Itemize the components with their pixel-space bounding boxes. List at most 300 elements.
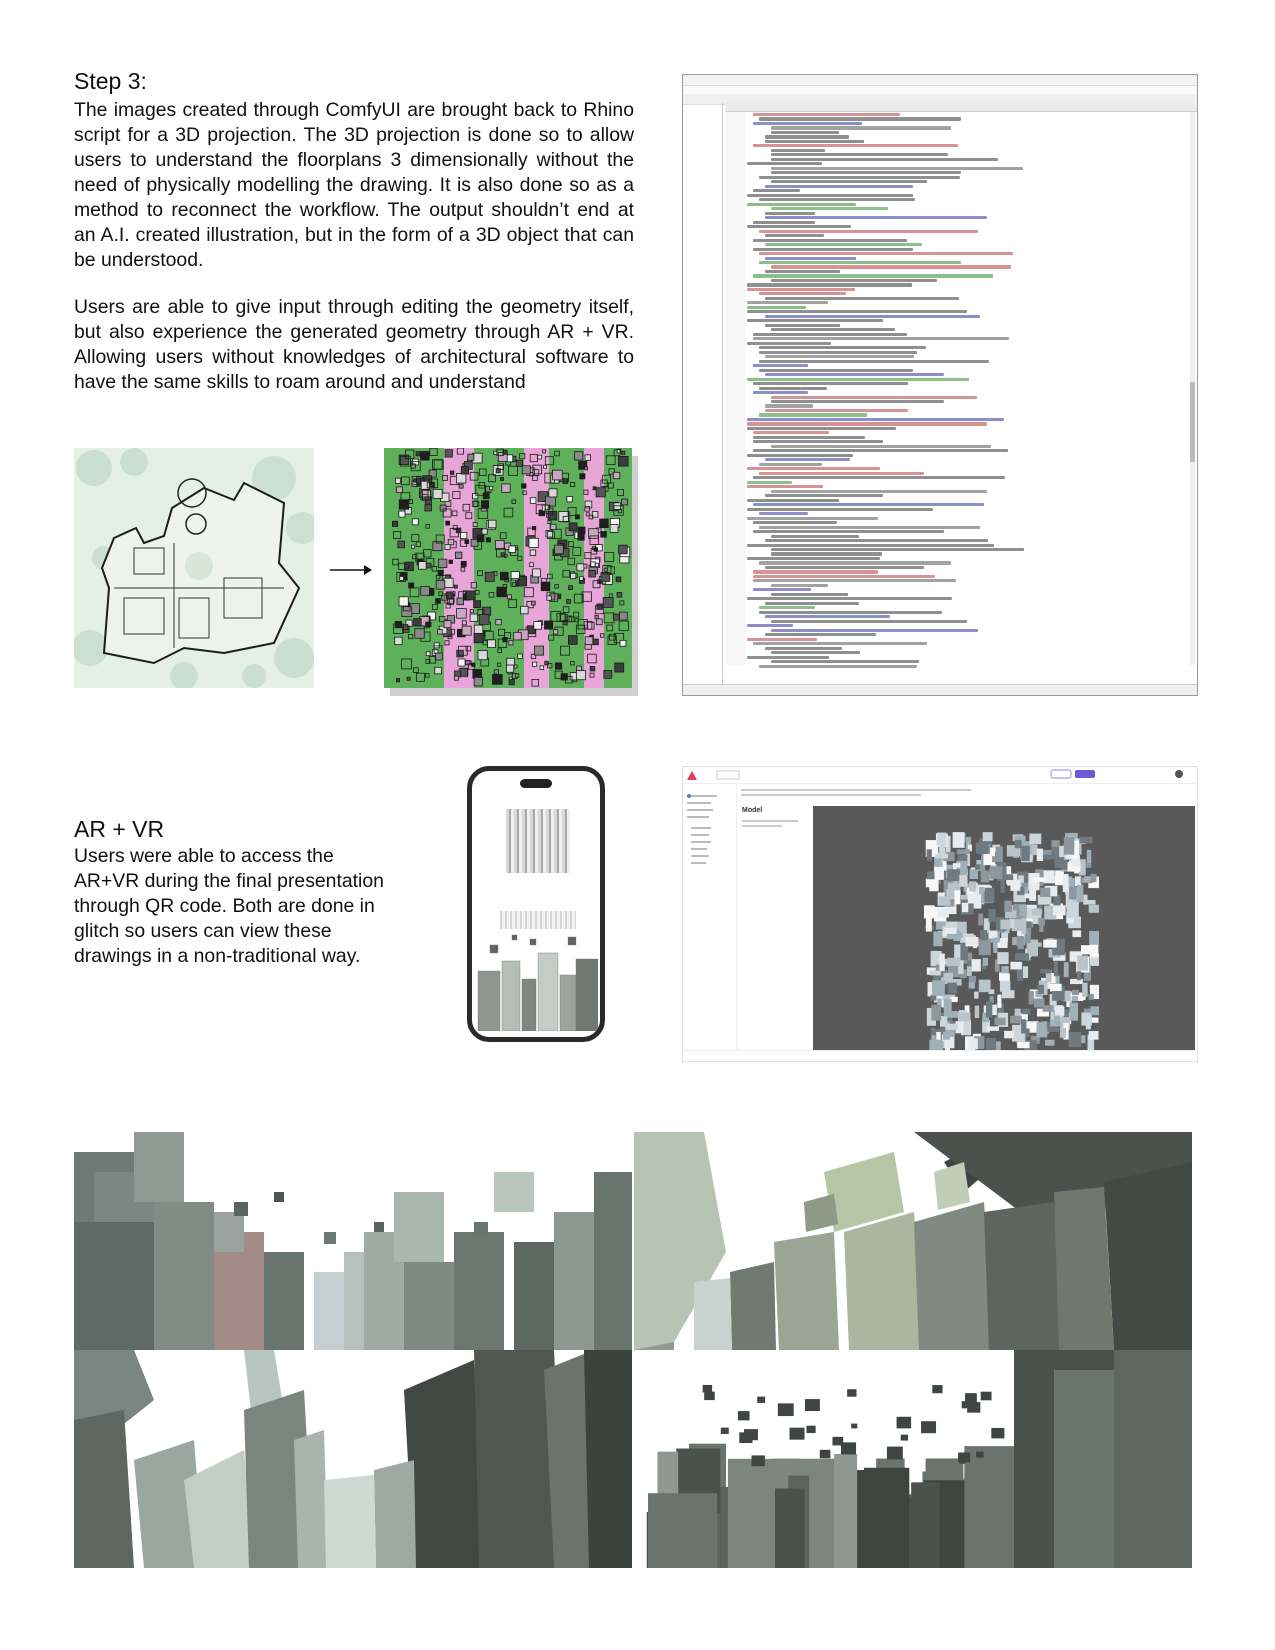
editor-file-tree (683, 103, 723, 687)
floating-block (851, 1424, 857, 1429)
heightmap-cell (522, 484, 526, 488)
heightmap-cell (413, 555, 417, 559)
code-line (759, 463, 822, 466)
glitch-preview-panel (738, 803, 810, 1051)
model-block (1070, 979, 1083, 984)
heightmap-cell (570, 573, 575, 578)
model-block (1000, 920, 1010, 930)
heightmap-cell (605, 552, 614, 561)
model-block (1015, 953, 1029, 960)
model-block (969, 982, 975, 989)
code-line (771, 396, 977, 399)
city-block (864, 1468, 909, 1568)
heightmap-cell (492, 675, 502, 685)
code-line (747, 301, 828, 304)
code-line (765, 404, 813, 407)
heightmap-cell (534, 622, 542, 630)
city-block (834, 1454, 857, 1568)
code-line (747, 203, 856, 206)
model-block (974, 992, 979, 999)
model-block (994, 1018, 1005, 1026)
model-block (924, 905, 935, 918)
model-block (1055, 1006, 1065, 1015)
model-block (953, 832, 965, 848)
model-block (1033, 877, 1046, 882)
code-line (747, 319, 883, 322)
heightmap-cell (530, 498, 536, 504)
city-block (1114, 1350, 1192, 1568)
model-block (932, 1035, 936, 1050)
code-line (759, 292, 846, 295)
heightmap-cell (406, 620, 412, 626)
city-block (648, 1493, 717, 1568)
heightmap-cell (395, 637, 402, 644)
heightmap-cell (446, 592, 453, 599)
heightmap-cell (560, 646, 569, 655)
code-line (747, 310, 967, 313)
model-block (983, 832, 993, 841)
heightmap-cell (399, 563, 405, 569)
heightmap-cell (474, 601, 481, 608)
model-block (985, 888, 995, 903)
code-line (765, 615, 890, 618)
heightmap-cell (516, 460, 522, 466)
vr-perspective-render-2 (634, 1132, 1192, 1350)
heightmap-cell (577, 564, 584, 571)
heightmap-cell (421, 587, 430, 596)
phone-notch (520, 779, 552, 788)
city-block (594, 1172, 632, 1350)
heightmap-cell (430, 448, 437, 455)
code-line (747, 225, 851, 228)
heightmap-cell (482, 529, 487, 534)
editor-statusbar (683, 684, 1197, 695)
heightmap-cell (488, 475, 495, 482)
phone-side-render (500, 911, 576, 929)
heightmap-cell (500, 572, 508, 580)
heightmap-cell (540, 666, 544, 670)
phone-mockup (467, 766, 605, 1042)
code-line (753, 431, 829, 434)
code-line (771, 167, 1023, 170)
heightmap-cell (619, 545, 628, 554)
model-block (945, 1024, 958, 1030)
code-line (747, 544, 994, 547)
glitch-3d-viewport (813, 806, 1195, 1051)
model-block (1015, 840, 1022, 848)
model-block (999, 973, 1010, 980)
model-block (992, 856, 997, 862)
heightmap-cell (414, 479, 417, 482)
model-block (993, 938, 997, 953)
city-block (394, 1192, 444, 1262)
heightmap-cell (546, 496, 556, 506)
heightmap-cell (573, 547, 581, 555)
floating-block (757, 1397, 765, 1403)
phone-3d-city-render (476, 931, 598, 1031)
model-block (1021, 1019, 1026, 1033)
heightmap-cell (548, 511, 557, 520)
model-block (1083, 895, 1087, 901)
model-block (1083, 900, 1095, 905)
code-line (753, 189, 800, 192)
model-block (1002, 990, 1015, 998)
code-line (765, 185, 913, 188)
heightmap-cell (579, 577, 583, 581)
model-block (959, 875, 967, 887)
heightmap-cell (552, 529, 561, 538)
model-block (1054, 857, 1064, 868)
heightmap-cell (533, 569, 541, 577)
model-block (1089, 1031, 1099, 1040)
heightmap-cell (432, 566, 437, 571)
heightmap-cell (610, 524, 618, 532)
heightmap-cell (518, 654, 523, 659)
heightmap-cell (593, 487, 596, 490)
heightmap-cell (410, 588, 419, 597)
heightmap-cell (545, 621, 553, 629)
heightmap-cell (563, 607, 569, 613)
model-block (947, 869, 960, 881)
heightmap-cell (396, 679, 399, 682)
city-block (214, 1212, 244, 1252)
code-line (747, 454, 853, 457)
code-line (753, 530, 944, 533)
heightmap-cell (508, 466, 517, 475)
code-line (765, 257, 856, 260)
floating-block (744, 1429, 758, 1440)
heightmap-cell (462, 626, 471, 635)
code-line (747, 288, 855, 291)
heightmap-cell (474, 633, 483, 642)
code-line (771, 584, 828, 587)
heightmap-cell (512, 500, 516, 504)
model-block (1031, 845, 1037, 856)
code-line (747, 517, 878, 520)
city-block (494, 1172, 534, 1212)
model-block (1064, 962, 1069, 977)
floorplan-image (74, 448, 314, 688)
model-block (954, 890, 960, 904)
floating-block (778, 1403, 794, 1416)
heightmap-cell (444, 621, 451, 628)
heightmap-cell (485, 572, 494, 581)
model-block (972, 959, 981, 971)
heightmap-cell (419, 562, 427, 570)
model-block (967, 966, 972, 976)
heightmap-cell (616, 577, 621, 582)
heightmap-cell (603, 597, 613, 607)
heightmap-cell (456, 474, 465, 483)
heightmap-cell (509, 679, 514, 684)
city-block (775, 1489, 805, 1568)
code-line (765, 243, 922, 246)
model-block (1079, 837, 1092, 844)
heightmap-cell (409, 634, 413, 638)
model-block (932, 980, 945, 996)
heightmap-cell (496, 619, 501, 624)
heightmap-cell (576, 625, 585, 634)
code-line (753, 570, 878, 573)
floating-block (721, 1428, 729, 1434)
code-line (753, 579, 956, 582)
heightmap-cell (409, 583, 414, 588)
heightmap-cell (499, 629, 505, 635)
heightmap-cell (622, 451, 625, 454)
model-block (926, 917, 932, 932)
heightmap-cell (538, 455, 542, 459)
heightmap-cell (619, 612, 627, 620)
heightmap-cell (569, 523, 577, 531)
heightmap-cell (494, 670, 498, 674)
heightmap-cell (595, 615, 598, 618)
model-block (1069, 887, 1077, 900)
model-block (1038, 985, 1044, 994)
heightmap-cell (394, 531, 401, 538)
model-block (946, 922, 957, 929)
code-line (759, 346, 926, 349)
heightmap-cell (563, 570, 570, 577)
model-block (1045, 1040, 1054, 1046)
step-title: Step 3: (74, 68, 147, 94)
model-block (1001, 966, 1008, 973)
heightmap-cell (454, 676, 458, 680)
model-block (1089, 931, 1099, 945)
code-line (765, 234, 824, 237)
code-line (753, 382, 908, 385)
heightmap-cell (497, 663, 500, 666)
code-line (771, 535, 859, 538)
code-line (747, 656, 829, 659)
heightmap-cell (479, 614, 489, 624)
city-block (154, 1202, 214, 1350)
city-block (134, 1132, 184, 1202)
code-line (753, 122, 862, 125)
code-line (765, 633, 876, 636)
heightmap-cell (532, 526, 535, 529)
heightmap-cell (472, 663, 475, 666)
code-line (771, 660, 919, 663)
floating-block (965, 1393, 977, 1402)
model-block (1064, 837, 1075, 854)
heightmap-cell (622, 499, 628, 505)
heightmap-cell (450, 471, 453, 474)
heightmap-cell (457, 598, 464, 605)
code-line (759, 261, 961, 264)
model-block (1081, 945, 1092, 954)
code-line (771, 328, 895, 331)
code-line (765, 494, 883, 497)
model-block (931, 1005, 941, 1021)
model-block (1072, 996, 1078, 1001)
heightmap-cell (535, 646, 544, 655)
heightmap-cell (438, 629, 443, 634)
heightmap-cell (435, 667, 442, 674)
model-block (968, 894, 975, 904)
model-block (1085, 863, 1090, 868)
floating-block (976, 1452, 984, 1458)
code-line (765, 458, 850, 461)
heightmap-cell (590, 666, 595, 671)
code-line (753, 333, 907, 336)
heightmap-cell (522, 466, 530, 474)
heightmap-cell (486, 538, 490, 542)
heightmap-cell (432, 604, 437, 609)
model-block (927, 849, 932, 860)
heightmap-cell (555, 663, 561, 669)
city-block (374, 1222, 384, 1232)
model-block (1036, 1028, 1047, 1038)
heightmap-cell (473, 669, 482, 678)
code-line (747, 499, 839, 502)
code-line (753, 449, 1008, 452)
model-block (1043, 1005, 1054, 1012)
glitch-3d-model (923, 832, 1099, 1050)
heightmap-cell (507, 595, 511, 599)
floating-block (703, 1385, 713, 1393)
heightmap-cell (555, 585, 558, 588)
model-block (953, 863, 960, 867)
floating-block (738, 1411, 750, 1420)
heightmap-cell (402, 659, 412, 669)
model-block (939, 896, 951, 905)
code-line (753, 248, 913, 251)
heightmap-cell (397, 487, 403, 493)
heightmap-cell (521, 606, 529, 614)
heightmap-cell (608, 483, 613, 488)
floating-block (847, 1389, 856, 1396)
heightmap-cell (576, 671, 585, 680)
code-line (753, 274, 993, 277)
code-line (753, 642, 927, 645)
heightmap-cell (434, 643, 439, 648)
heightmap-cell (495, 540, 504, 549)
heightmap-cell (615, 663, 624, 672)
heightmap-cell (531, 601, 535, 605)
code-line (771, 149, 825, 152)
heightmap-cell (617, 489, 623, 495)
model-block (986, 1038, 996, 1050)
code-line (771, 490, 987, 493)
heightmap-cell (433, 489, 442, 498)
model-block (980, 930, 987, 940)
heightmap-cell (479, 469, 486, 476)
heightmap-cell (578, 534, 584, 540)
heightmap-cell (449, 560, 452, 563)
heightmap-cell (568, 558, 575, 565)
code-line (753, 575, 935, 578)
heightmap-cell (454, 585, 457, 588)
floating-block (832, 1437, 843, 1446)
code-line (747, 481, 792, 484)
arrow-right-icon (330, 562, 372, 578)
heightmap-cell (457, 609, 467, 619)
model-block (969, 869, 978, 879)
heightmap-cell (610, 634, 616, 640)
heightmap-cell (412, 519, 418, 525)
heightmap-cell (504, 508, 513, 517)
heightmap-cell (529, 538, 538, 547)
model-block (935, 854, 948, 858)
heightmap-cell (423, 549, 431, 557)
heightmap-cell (555, 451, 560, 456)
heightmap-cell (470, 614, 477, 621)
model-block (1017, 1042, 1029, 1048)
model-block (944, 999, 952, 1016)
code-line (759, 561, 951, 564)
heightmap-cell (514, 665, 517, 668)
model-block (1055, 870, 1064, 885)
heightmap-cell (461, 467, 468, 474)
city-block (1054, 1370, 1114, 1568)
model-block (969, 881, 976, 891)
model-block (981, 871, 990, 883)
code-line (759, 665, 917, 668)
heightmap-cell (425, 504, 432, 511)
code-line (765, 602, 859, 605)
heightmap-cell (416, 452, 420, 456)
code-line (759, 360, 989, 363)
model-block (1020, 905, 1027, 917)
heightmap-cell (563, 479, 568, 484)
code-line (747, 418, 1004, 421)
code-line (747, 422, 987, 425)
heightmap-cell (533, 662, 537, 666)
model-block (1022, 918, 1027, 934)
floating-block (805, 1399, 820, 1411)
heightmap-cell (478, 571, 483, 576)
model-block (957, 849, 970, 854)
code-line (771, 445, 991, 448)
ar-vr-title: AR + VR (74, 816, 165, 842)
code-line (753, 144, 958, 147)
heightmap-cell (567, 496, 572, 501)
heightmap-cell (478, 651, 487, 660)
model-block (1072, 990, 1079, 995)
code-line (771, 171, 961, 174)
heightmap-cell (600, 519, 609, 528)
heightmap-cell (613, 472, 619, 478)
model-block (1069, 1032, 1082, 1047)
heightmap-cell (609, 594, 612, 597)
model-block (969, 976, 976, 982)
heightmap-cell (585, 637, 593, 645)
heightmap-cell (400, 577, 404, 581)
heightmap-cell (500, 533, 506, 539)
code-line (747, 306, 806, 309)
model-block (937, 909, 949, 918)
model-block (979, 939, 991, 955)
code-line (759, 252, 1013, 255)
model-block (1004, 900, 1012, 911)
floating-block (901, 1435, 908, 1441)
heightmap-cell (515, 674, 518, 677)
heightmap-cell (471, 583, 476, 588)
model-block (930, 971, 941, 976)
code-line (771, 279, 937, 282)
heightmap-cell (438, 559, 446, 567)
code-line (765, 297, 959, 300)
heightmap-cell (569, 586, 573, 590)
model-block (1040, 888, 1050, 897)
heightmap-cell (580, 474, 585, 479)
editor-tabs (725, 103, 1197, 112)
floating-block (887, 1447, 903, 1460)
code-line (747, 194, 913, 197)
code-line (753, 588, 811, 591)
code-line (759, 526, 980, 529)
heightmap-cell (604, 568, 607, 571)
